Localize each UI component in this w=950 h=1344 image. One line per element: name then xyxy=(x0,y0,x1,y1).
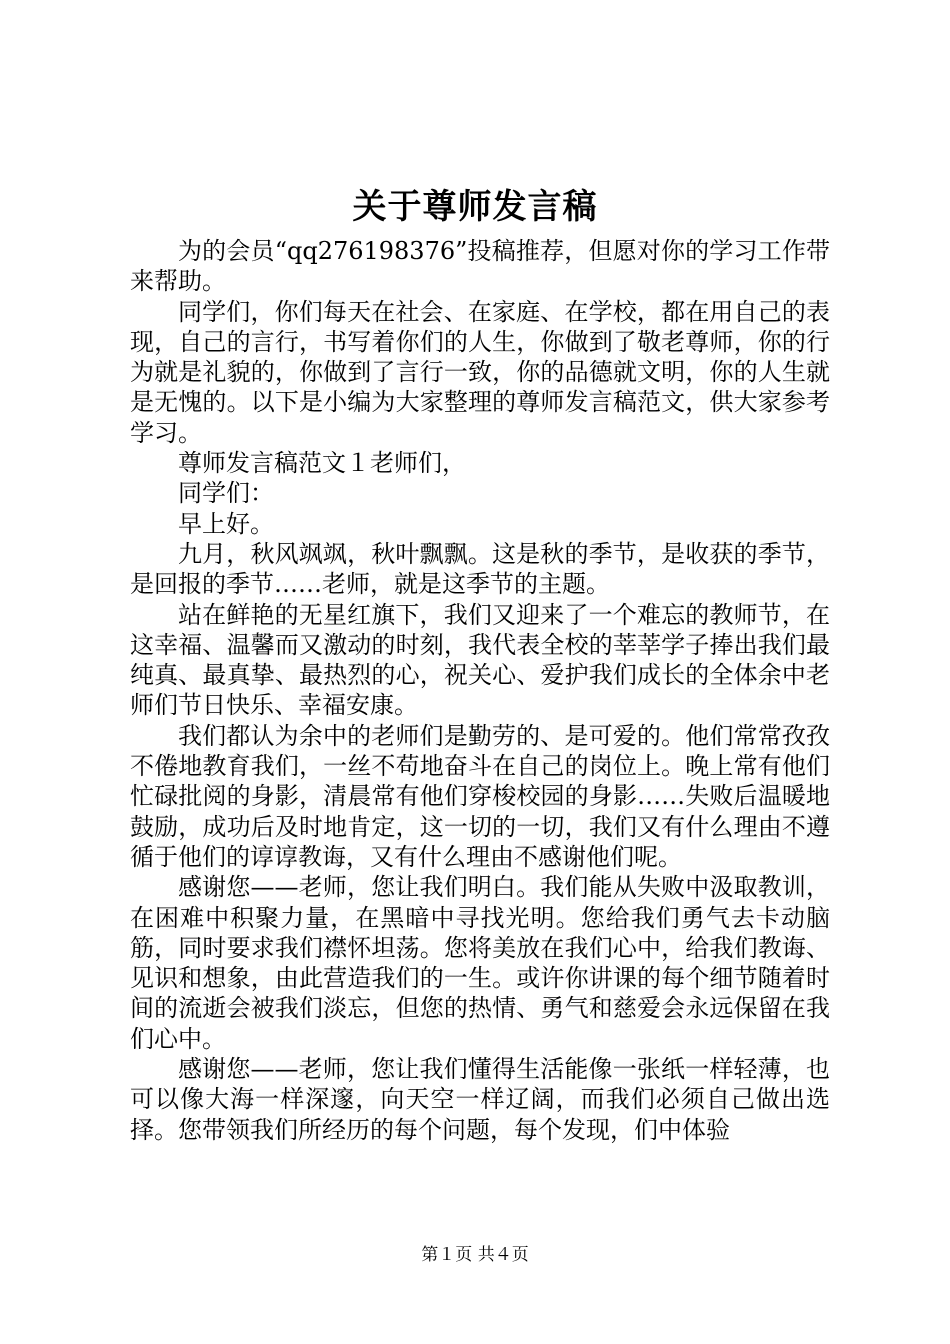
document-title: 关于尊师发言稿 xyxy=(352,187,598,227)
paragraph-intro: 为的会员“qq276198376”投稿推荐，但愿对你的学习工作带来帮助。 xyxy=(130,237,830,296)
paragraph-thanks-one: 感谢您——老师，您让我们明白。我们能从失败中汲取教训，在困难中积聚力量，在黑暗中寻找光明。您给我们勇气去卡动脑筋，同时要求我们襟怀坦荡。您将美放在我们心中，给我们教诲、见识和想象，由此营造我们的一生。或许你讲课的每个细节随着时间的流逝会被我们淡忘，但您的热情、勇气和慈爱会永远保留在我们心中。 xyxy=(130,873,830,1053)
paragraph-heading-sample: 尊师发言稿范文１老师们， xyxy=(178,449,466,478)
paragraph-preface: 同学们，你们每天在社会、在家庭、在学校，都在用自己的表现，自己的言行，书写着你们的人生，你做到了敬老尊师，你的行为就是礼貌的，你做到了言行一致，你的品德就文明，你的人生就是无愧的。以下是小编为大家整理的尊师发言稿范文，供大家参考学习。 xyxy=(130,297,830,447)
paragraph-hardworking-teachers: 我们都认为余中的老师们是勤劳的、是可爱的。他们常常孜孜不倦地教育我们，一丝不苟地奋斗在自己的岗位上。晚上常有他们忙碌批阅的身影，清晨常有他们穿梭校园的身影……失败后温暖地鼓励，成功后及时地肯定，这一切的一切，我们又有什么理由不遵循于他们的谆谆教诲，又有什么理由不感谢他们呢。 xyxy=(130,721,830,871)
paragraph-september: 九月，秋风飒飒，秋叶飘飘。这是秋的季节，是收获的季节，是回报的季节……老师，就是这季节的主题。 xyxy=(130,539,830,599)
paragraph-thanks-two: 感谢您——老师，您让我们懂得生活能像一张纸一样轻薄，也可以像大海一样深邃，向天空一样辽阔，而我们必须自己做出选择。您带领我们所经历的每个问题，每个发现，们中体验 xyxy=(130,1055,830,1144)
document-body xyxy=(130,236,830,1145)
page-number-footer: 第１页 共４页 xyxy=(421,1245,529,1265)
paragraph-greeting-students: 同学们： xyxy=(178,479,274,508)
paragraph-good-morning: 早上好。 xyxy=(178,509,274,538)
paragraph-teachers-day: 站在鲜艳的无星红旗下，我们又迎来了一个难忘的教师节，在这幸福、温馨而又激动的时刻，我代表全校的莘莘学子捧出我们最纯真、最真挚、最热烈的心，祝关心、爱护我们成长的全体余中老师们节日快乐、幸福安康。 xyxy=(130,600,830,720)
